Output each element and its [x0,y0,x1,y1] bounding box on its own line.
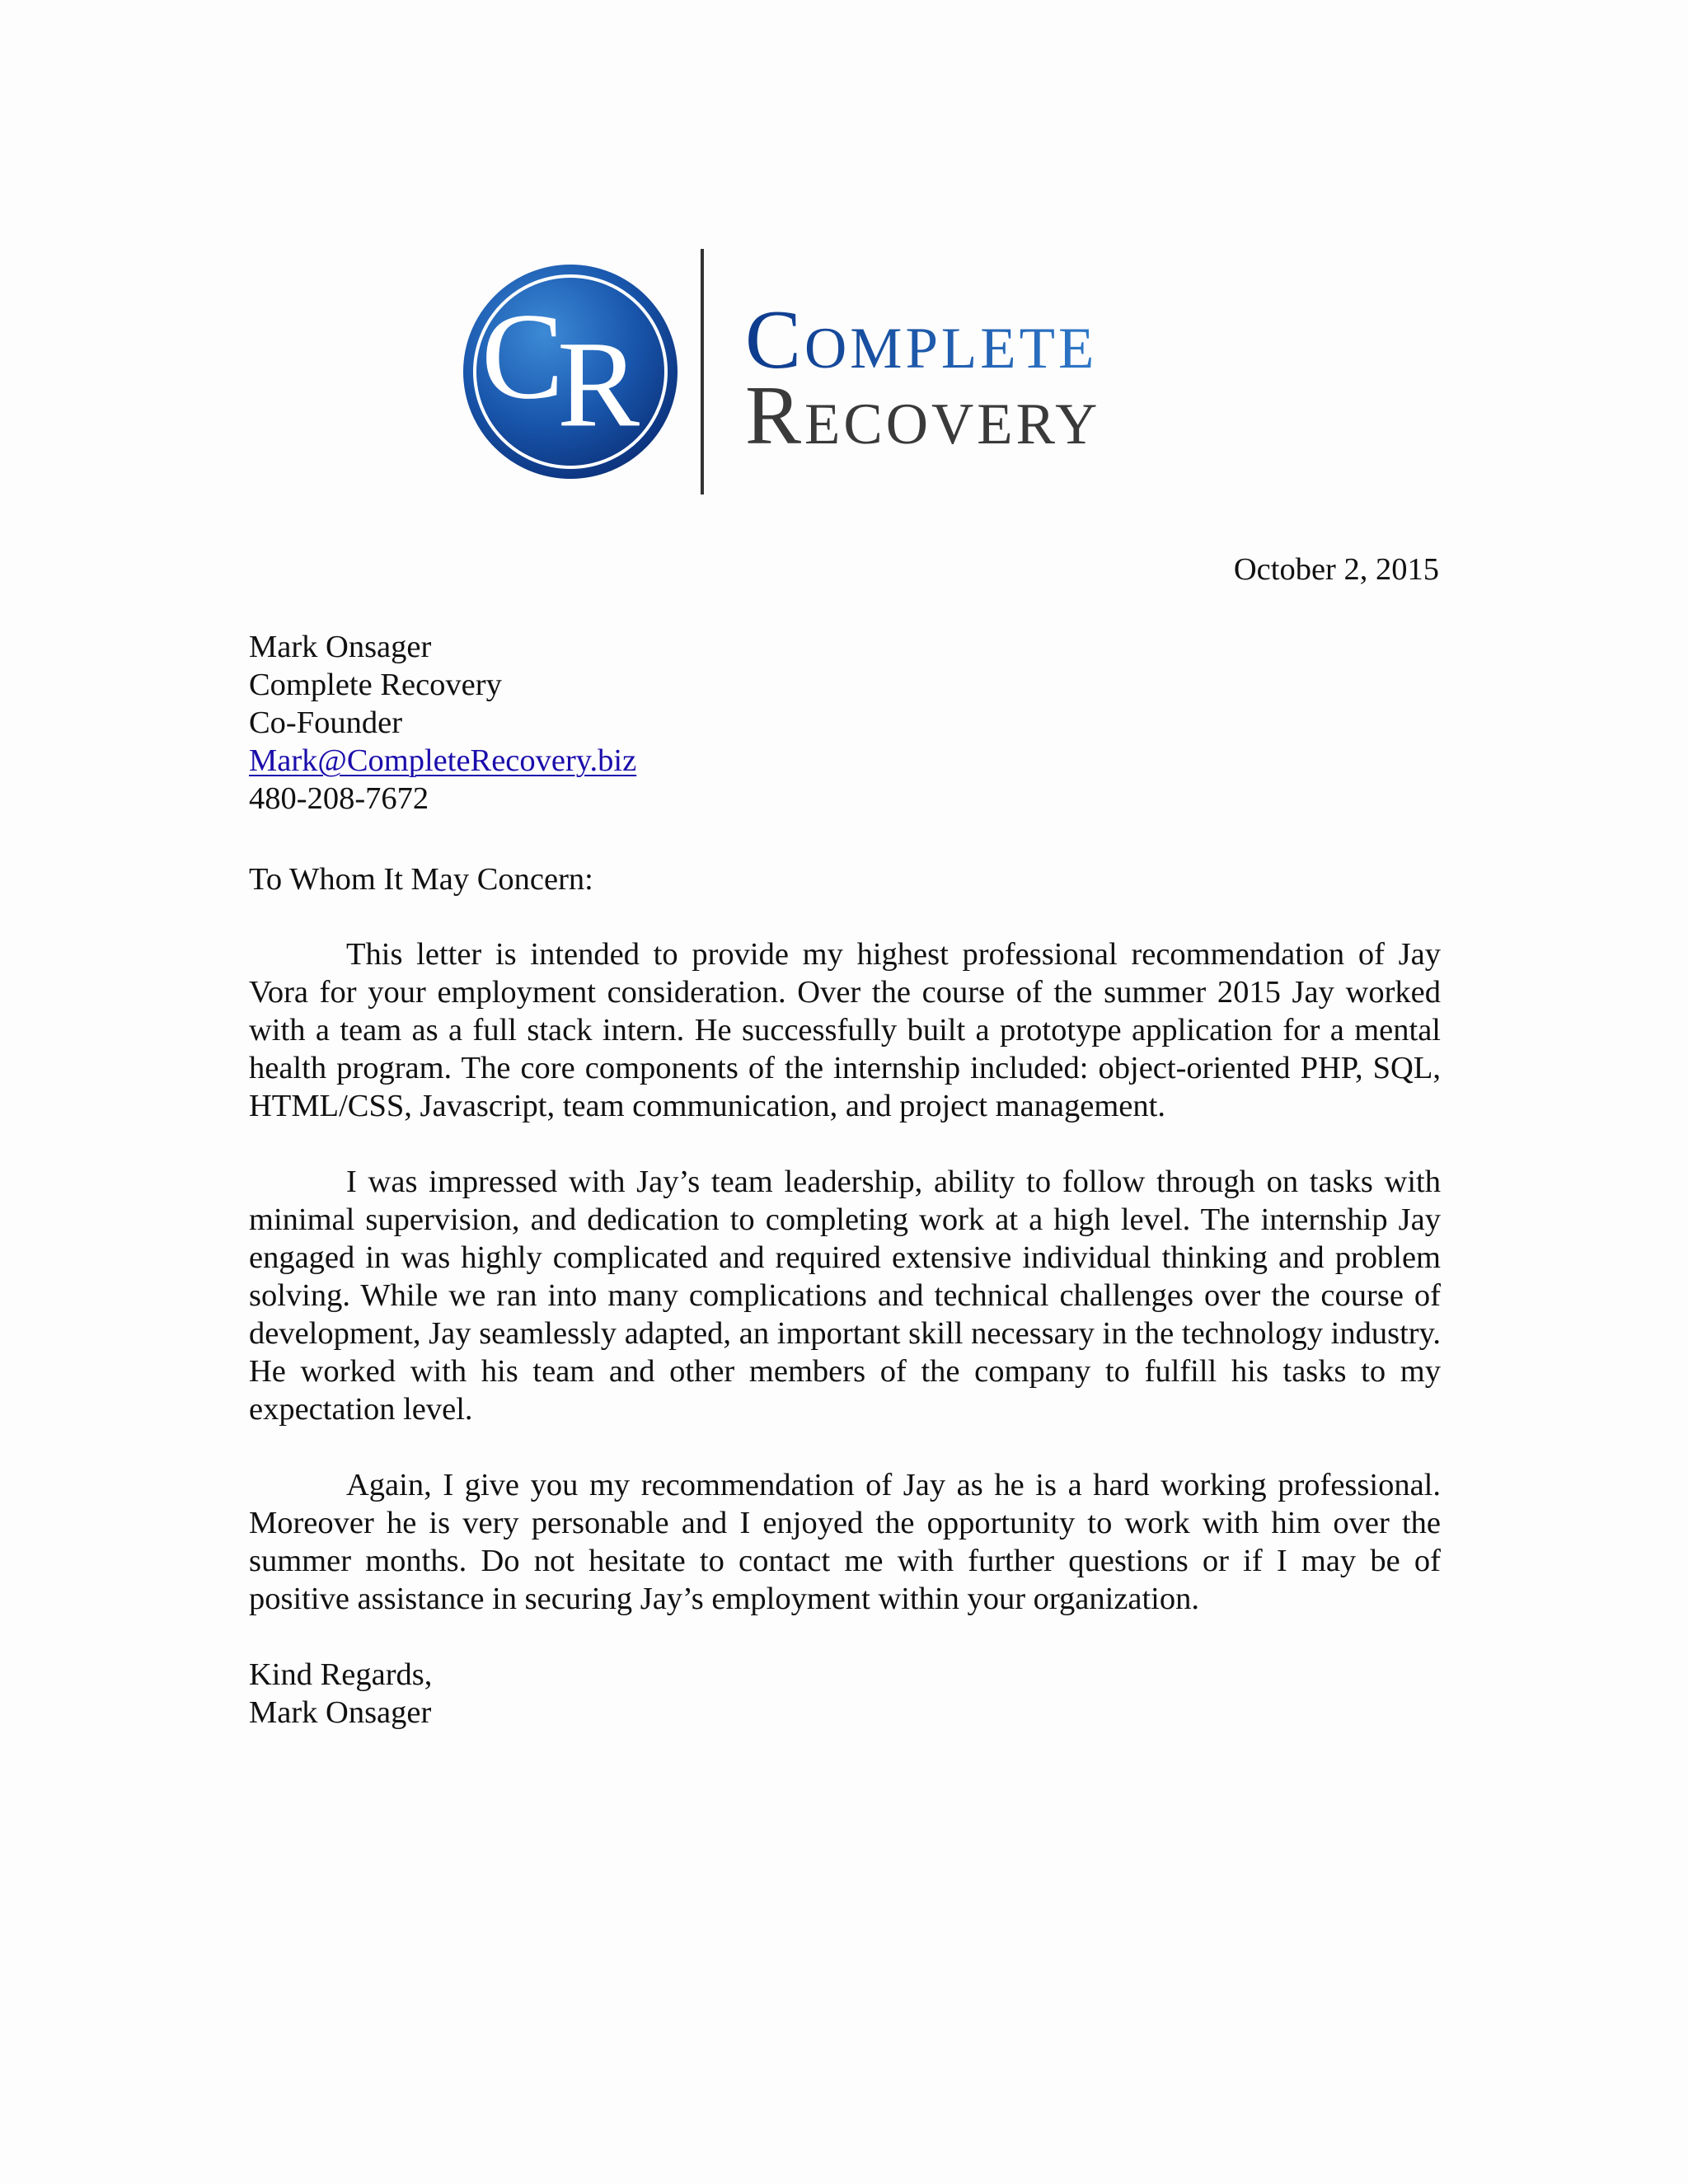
sender-email-link[interactable]: Mark@CompleteRecovery.biz [249,743,637,778]
sender-title: Co-Founder [249,705,403,740]
letter-date: October 2, 2015 [1233,552,1439,587]
salutation: To Whom It May Concern: [249,862,593,897]
closing-phrase: Kind Regards, [249,1657,433,1692]
signature-name: Mark Onsager [249,1695,432,1730]
body-paragraph-3: Again, I give you my recommendation of Jay as he is a hard working professional. Moreover he is very personable and I enjoyed the opportunity to work with him over the summer months. Do not hesitate to contact me with further questions or if I may be of positive assistance in securing Jay’s employment within your organization. [249,1468,1441,1616]
sender-block [249,628,636,818]
logo-divider [701,249,704,494]
monogram-r: R [556,316,640,453]
wordmark-recovery: Recovery [745,369,1101,462]
wordmark-complete: Complete [745,293,1098,387]
sender-company: Complete Recovery [249,668,502,702]
logo-graphic [458,246,1233,498]
company-logo [458,246,1233,498]
closing-block [249,1656,432,1732]
cr-emblem [463,265,678,479]
body-paragraph-2: I was impressed with Jay’s team leadership, ability to follow through on tasks with minimal supervision, and dedication to completing work at a high level. The internship Jay engaged in was highly complicated and required extensive individual thinking and problem solving. While we ran into many complications and technical challenges over the course of development, Jay seamlessly adapted, an important skill necessary in the technology industry. He worked with his team and other members of the company to fulfill his tasks to my expectation level. [249,1165,1441,1427]
monogram-c: C [481,288,565,425]
sender-name: Mark Onsager [249,630,432,664]
sender-phone: 480-208-7672 [249,781,429,816]
body-paragraph-1: This letter is intended to provide my highest professional recommendation of Jay Vora for your employment consideration. Over the course of the summer 2015 Jay worked with a team as a full stack intern. He successfully built a prototype application for a mental health program. The core components of the internship included: object-oriented PHP, SQL, HTML/CSS, Javascript, team communication, and project management. [249,937,1441,1123]
